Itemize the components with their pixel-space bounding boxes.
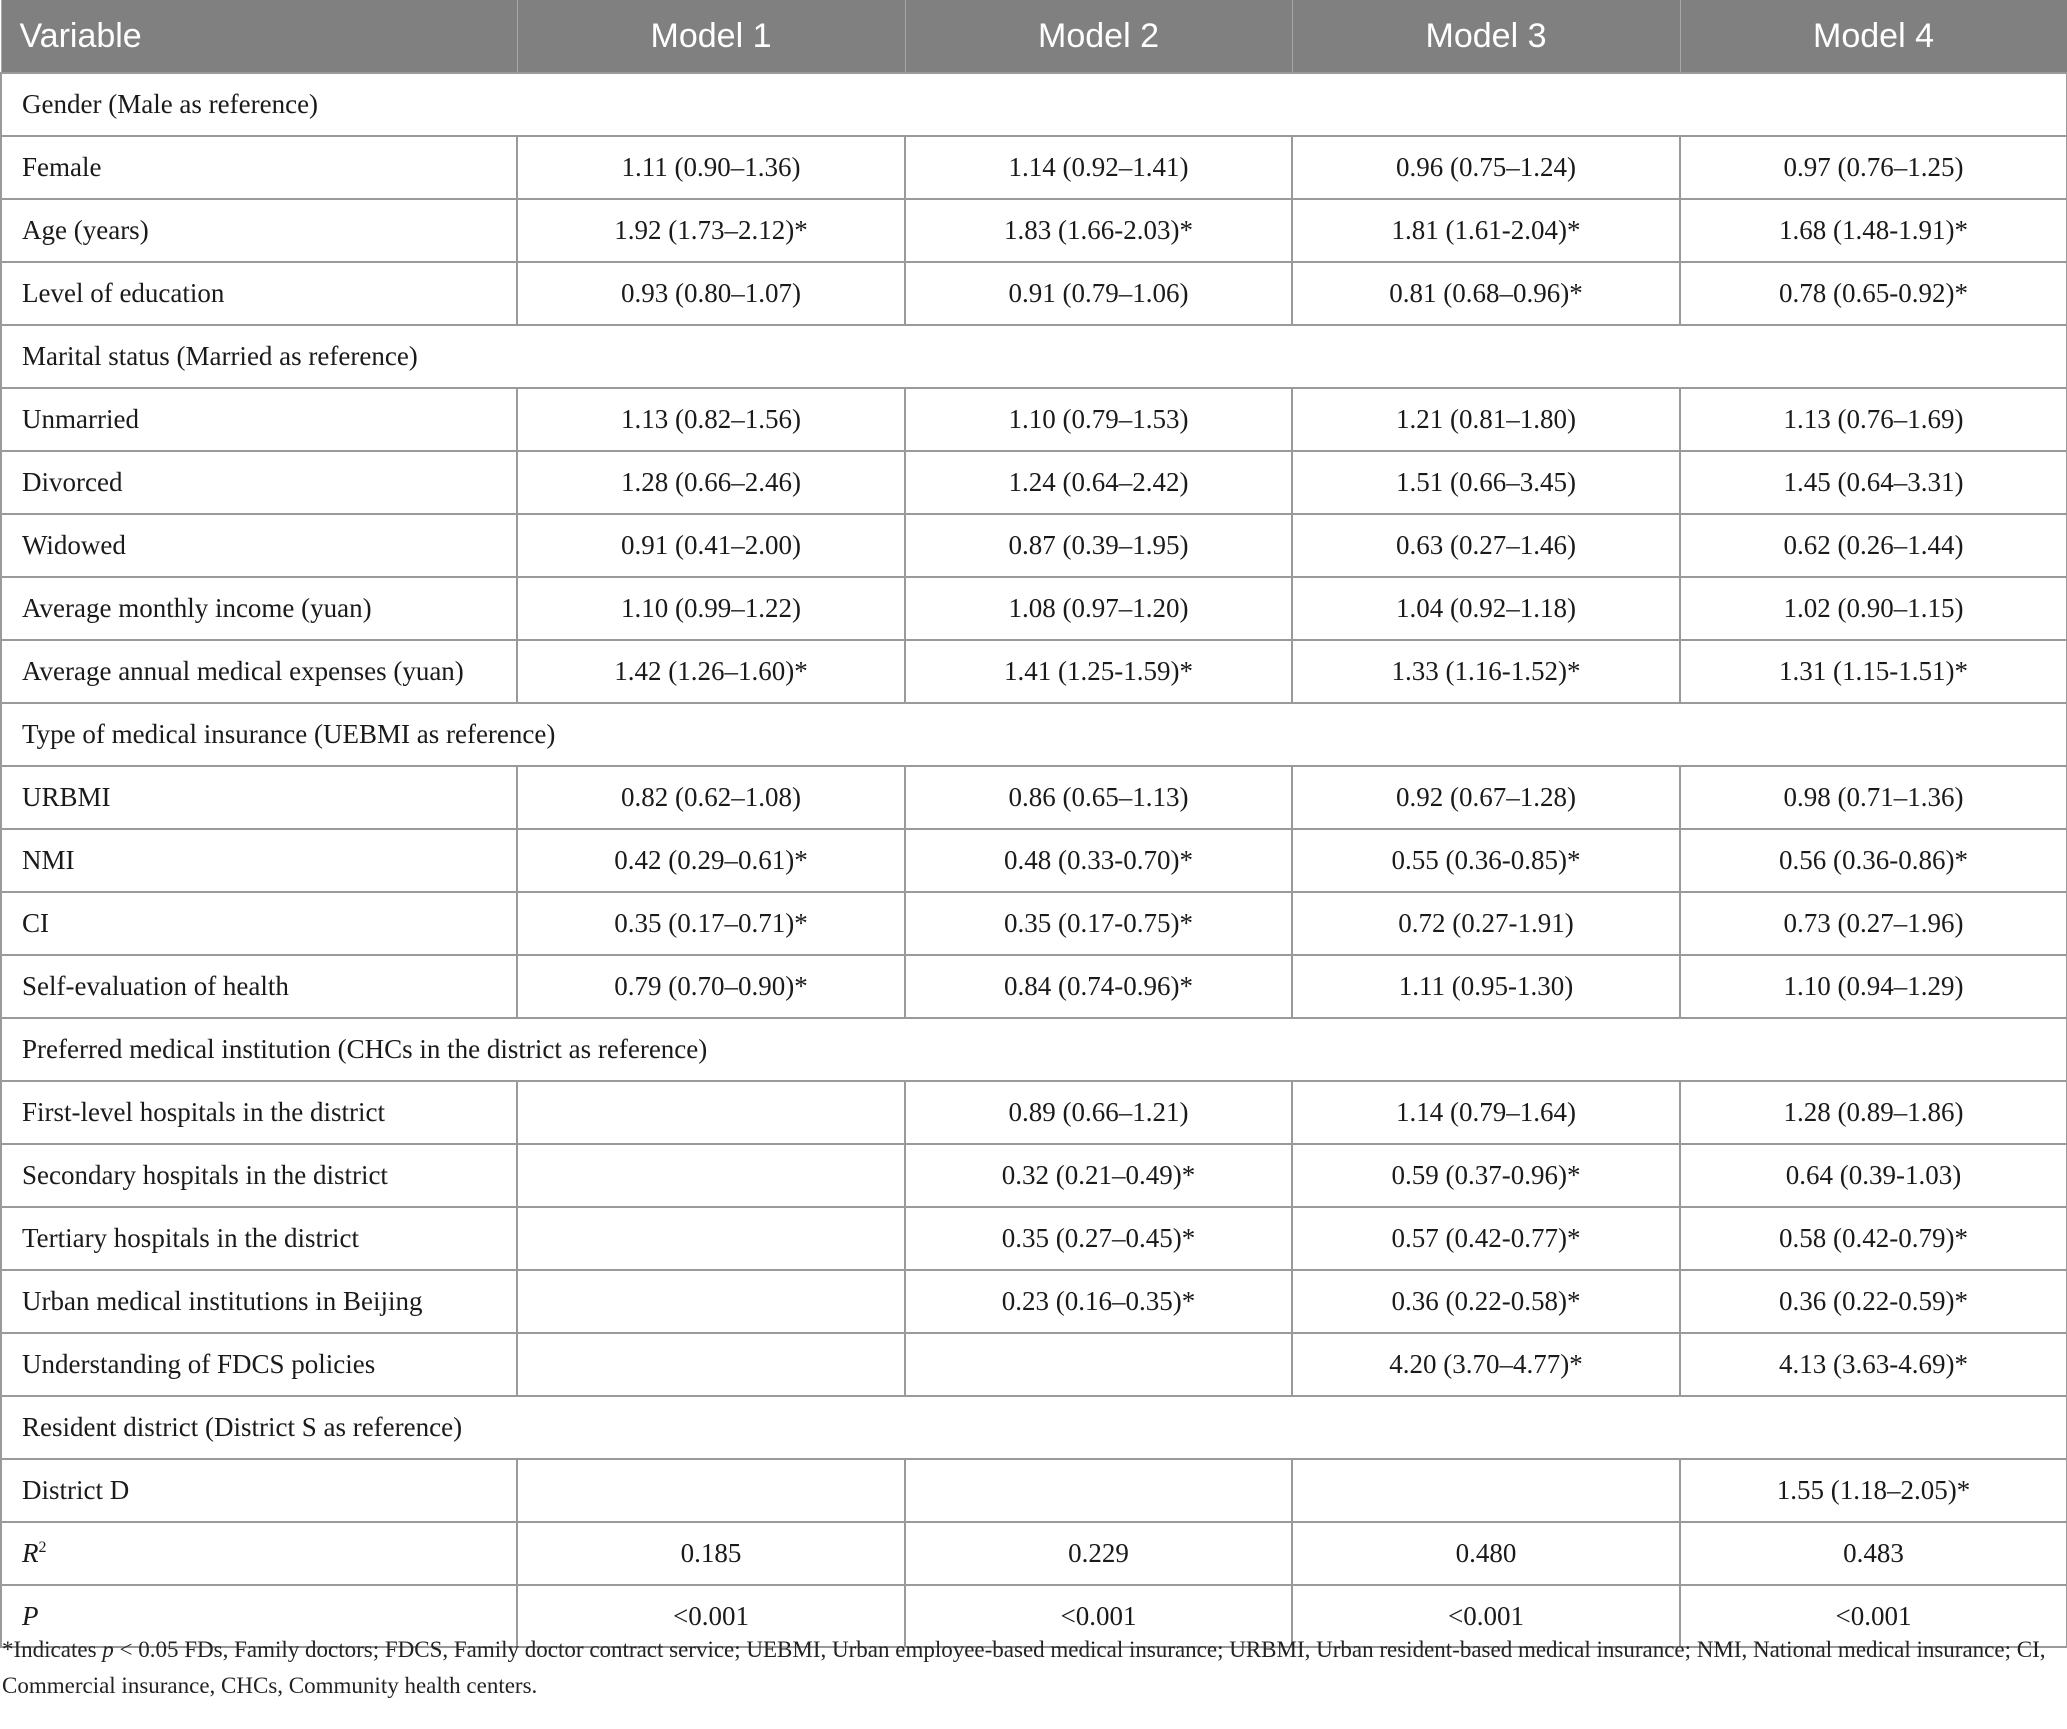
model-1-value: 0.93 (0.80–1.07) bbox=[517, 262, 905, 325]
model-1-value: 1.10 (0.99–1.22) bbox=[517, 577, 905, 640]
model-4-value: 0.36 (0.22-0.59)* bbox=[1680, 1270, 2067, 1333]
table-row bbox=[1, 892, 2067, 955]
model-3-value: 0.72 (0.27-1.91) bbox=[1292, 892, 1680, 955]
variable-label: CI bbox=[1, 892, 517, 955]
table-footnote bbox=[2, 1632, 2052, 1704]
model-3-value: 0.96 (0.75–1.24) bbox=[1292, 136, 1680, 199]
model-1-value: 0.42 (0.29–0.61)* bbox=[517, 829, 905, 892]
table-row bbox=[1, 262, 2067, 325]
model-1-value bbox=[517, 1081, 905, 1144]
variable-label: NMI bbox=[1, 829, 517, 892]
r-squared-model-3: 0.480 bbox=[1292, 1522, 1680, 1585]
section-row bbox=[1, 73, 2067, 136]
section-row bbox=[1, 703, 2067, 766]
variable-label: Level of education bbox=[1, 262, 517, 325]
model-1-value: 1.28 (0.66–2.46) bbox=[517, 451, 905, 514]
r-squared-model-1: 0.185 bbox=[517, 1522, 905, 1585]
model-3-value bbox=[1292, 1459, 1680, 1522]
model-2-value: 0.23 (0.16–0.35)* bbox=[905, 1270, 1292, 1333]
variable-label: First-level hospitals in the district bbox=[1, 1081, 517, 1144]
model-4-value: 1.45 (0.64–3.31) bbox=[1680, 451, 2067, 514]
model-2-value: 0.32 (0.21–0.49)* bbox=[905, 1144, 1292, 1207]
section-label: Marital status (Married as reference) bbox=[1, 325, 2067, 388]
section-label: Gender (Male as reference) bbox=[1, 73, 2067, 136]
table-row bbox=[1, 1081, 2067, 1144]
table-row bbox=[1, 1333, 2067, 1396]
variable-label: Female bbox=[1, 136, 517, 199]
variable-label: District D bbox=[1, 1459, 517, 1522]
header-model-2: Model 2 bbox=[905, 0, 1292, 73]
model-2-value: 0.84 (0.74-0.96)* bbox=[905, 955, 1292, 1018]
p-value-model-3: <0.001 bbox=[1292, 1585, 1680, 1647]
table-row bbox=[1, 766, 2067, 829]
p-value-label: P bbox=[1, 1585, 517, 1647]
model-1-value: 0.91 (0.41–2.00) bbox=[517, 514, 905, 577]
model-1-value: 0.79 (0.70–0.90)* bbox=[517, 955, 905, 1018]
table-body bbox=[1, 73, 2067, 1647]
model-3-value: 4.20 (3.70–4.77)* bbox=[1292, 1333, 1680, 1396]
section-label: Type of medical insurance (UEBMI as reference) bbox=[1, 703, 2067, 766]
table-row bbox=[1, 514, 2067, 577]
variable-label: Tertiary hospitals in the district bbox=[1, 1207, 517, 1270]
model-4-value: 0.98 (0.71–1.36) bbox=[1680, 766, 2067, 829]
variable-label: Divorced bbox=[1, 451, 517, 514]
model-4-value: 1.68 (1.48-1.91)* bbox=[1680, 199, 2067, 262]
model-2-value: 0.35 (0.17-0.75)* bbox=[905, 892, 1292, 955]
model-3-value: 1.04 (0.92–1.18) bbox=[1292, 577, 1680, 640]
header-model-1: Model 1 bbox=[517, 0, 905, 73]
variable-label: Secondary hospitals in the district bbox=[1, 1144, 517, 1207]
table-row bbox=[1, 1144, 2067, 1207]
variable-label: Age (years) bbox=[1, 199, 517, 262]
model-3-value: 0.59 (0.37-0.96)* bbox=[1292, 1144, 1680, 1207]
model-3-value: 0.36 (0.22-0.58)* bbox=[1292, 1270, 1680, 1333]
table-row bbox=[1, 955, 2067, 1018]
header-variable: Variable bbox=[1, 0, 517, 73]
p-value-model-2: <0.001 bbox=[905, 1585, 1292, 1647]
model-2-value: 1.08 (0.97–1.20) bbox=[905, 577, 1292, 640]
model-3-value: 0.63 (0.27–1.46) bbox=[1292, 514, 1680, 577]
table-row bbox=[1, 136, 2067, 199]
model-2-value bbox=[905, 1459, 1292, 1522]
table-row bbox=[1, 640, 2067, 703]
table-row bbox=[1, 388, 2067, 451]
table-row bbox=[1, 1207, 2067, 1270]
table-row bbox=[1, 199, 2067, 262]
model-4-value: 1.55 (1.18–2.05)* bbox=[1680, 1459, 2067, 1522]
model-3-value: 1.33 (1.16-1.52)* bbox=[1292, 640, 1680, 703]
model-2-value: 0.48 (0.33-0.70)* bbox=[905, 829, 1292, 892]
model-4-value: 0.64 (0.39-1.03) bbox=[1680, 1144, 2067, 1207]
model-2-value: 1.41 (1.25-1.59)* bbox=[905, 640, 1292, 703]
model-4-value: 1.28 (0.89–1.86) bbox=[1680, 1081, 2067, 1144]
model-4-value: 0.62 (0.26–1.44) bbox=[1680, 514, 2067, 577]
table-row bbox=[1, 1459, 2067, 1522]
model-1-value bbox=[517, 1207, 905, 1270]
r-squared-row bbox=[1, 1522, 2067, 1585]
model-4-value: 4.13 (3.63-4.69)* bbox=[1680, 1333, 2067, 1396]
model-2-value bbox=[905, 1333, 1292, 1396]
model-2-value: 1.83 (1.66-2.03)* bbox=[905, 199, 1292, 262]
footnote-text: < 0.05 FDs, Family doctors; FDCS, Family doctor contract service; UEBMI, Urban employee-based medical insurance; URBMI, Urban resident-based medical insurance; NMI, National medical insurance; CI, Commercial insurance, CHCs, Community health centers. bbox=[2, 1637, 2046, 1698]
model-3-value: 1.21 (0.81–1.80) bbox=[1292, 388, 1680, 451]
model-2-value: 0.89 (0.66–1.21) bbox=[905, 1081, 1292, 1144]
model-2-value: 0.91 (0.79–1.06) bbox=[905, 262, 1292, 325]
model-1-value: 1.13 (0.82–1.56) bbox=[517, 388, 905, 451]
model-3-value: 0.81 (0.68–0.96)* bbox=[1292, 262, 1680, 325]
model-3-value: 1.51 (0.66–3.45) bbox=[1292, 451, 1680, 514]
section-label: Preferred medical institution (CHCs in the district as reference) bbox=[1, 1018, 2067, 1081]
p-value-model-1: <0.001 bbox=[517, 1585, 905, 1647]
model-1-value bbox=[517, 1459, 905, 1522]
model-3-value: 1.11 (0.95-1.30) bbox=[1292, 955, 1680, 1018]
variable-label: Understanding of FDCS policies bbox=[1, 1333, 517, 1396]
model-1-value: 1.42 (1.26–1.60)* bbox=[517, 640, 905, 703]
model-1-value: 1.92 (1.73–2.12)* bbox=[517, 199, 905, 262]
model-4-value: 1.02 (0.90–1.15) bbox=[1680, 577, 2067, 640]
footnote-p-symbol: p bbox=[102, 1637, 114, 1662]
model-4-value: 0.58 (0.42-0.79)* bbox=[1680, 1207, 2067, 1270]
r-squared-model-4: 0.483 bbox=[1680, 1522, 2067, 1585]
variable-label: Unmarried bbox=[1, 388, 517, 451]
model-3-value: 0.92 (0.67–1.28) bbox=[1292, 766, 1680, 829]
model-2-value: 0.87 (0.39–1.95) bbox=[905, 514, 1292, 577]
section-row bbox=[1, 325, 2067, 388]
variable-label: Self-evaluation of health bbox=[1, 955, 517, 1018]
section-label: Resident district (District S as reference) bbox=[1, 1396, 2067, 1459]
model-1-value bbox=[517, 1270, 905, 1333]
table-row bbox=[1, 577, 2067, 640]
model-2-value: 0.86 (0.65–1.13) bbox=[905, 766, 1292, 829]
model-1-value: 0.35 (0.17–0.71)* bbox=[517, 892, 905, 955]
model-4-value: 0.56 (0.36-0.86)* bbox=[1680, 829, 2067, 892]
variable-label: Average monthly income (yuan) bbox=[1, 577, 517, 640]
table-row bbox=[1, 1270, 2067, 1333]
variable-label: Urban medical institutions in Beijing bbox=[1, 1270, 517, 1333]
model-3-value: 1.14 (0.79–1.64) bbox=[1292, 1081, 1680, 1144]
model-3-value: 1.81 (1.61-2.04)* bbox=[1292, 199, 1680, 262]
model-4-value: 1.10 (0.94–1.29) bbox=[1680, 955, 2067, 1018]
model-4-value: 1.31 (1.15-1.51)* bbox=[1680, 640, 2067, 703]
r-symbol: R bbox=[22, 1538, 39, 1568]
header-model-4: Model 4 bbox=[1680, 0, 2067, 73]
r-squared-superscript: 2 bbox=[38, 1539, 47, 1556]
r-squared-label bbox=[1, 1522, 517, 1585]
model-2-value: 1.24 (0.64–2.42) bbox=[905, 451, 1292, 514]
model-4-value: 0.78 (0.65-0.92)* bbox=[1680, 262, 2067, 325]
model-3-value: 0.55 (0.36-0.85)* bbox=[1292, 829, 1680, 892]
model-4-value: 0.73 (0.27–1.96) bbox=[1680, 892, 2067, 955]
model-1-value bbox=[517, 1333, 905, 1396]
model-1-value: 0.82 (0.62–1.08) bbox=[517, 766, 905, 829]
variable-label: URBMI bbox=[1, 766, 517, 829]
section-row bbox=[1, 1018, 2067, 1081]
model-4-value: 1.13 (0.76–1.69) bbox=[1680, 388, 2067, 451]
section-row bbox=[1, 1396, 2067, 1459]
model-3-value: 0.57 (0.42-0.77)* bbox=[1292, 1207, 1680, 1270]
model-2-value: 0.35 (0.27–0.45)* bbox=[905, 1207, 1292, 1270]
variable-label: Widowed bbox=[1, 514, 517, 577]
model-1-value bbox=[517, 1144, 905, 1207]
model-4-value: 0.97 (0.76–1.25) bbox=[1680, 136, 2067, 199]
header-model-3: Model 3 bbox=[1292, 0, 1680, 73]
model-2-value: 1.14 (0.92–1.41) bbox=[905, 136, 1292, 199]
r-squared-model-2: 0.229 bbox=[905, 1522, 1292, 1585]
table-header-row bbox=[1, 0, 2067, 73]
model-1-value: 1.11 (0.90–1.36) bbox=[517, 136, 905, 199]
footnote-prefix: *Indicates bbox=[2, 1637, 103, 1662]
variable-label: Average annual medical expenses (yuan) bbox=[1, 640, 517, 703]
model-2-value: 1.10 (0.79–1.53) bbox=[905, 388, 1292, 451]
table-row bbox=[1, 451, 2067, 514]
p-value-model-4: <0.001 bbox=[1680, 1585, 2067, 1647]
table-row bbox=[1, 829, 2067, 892]
